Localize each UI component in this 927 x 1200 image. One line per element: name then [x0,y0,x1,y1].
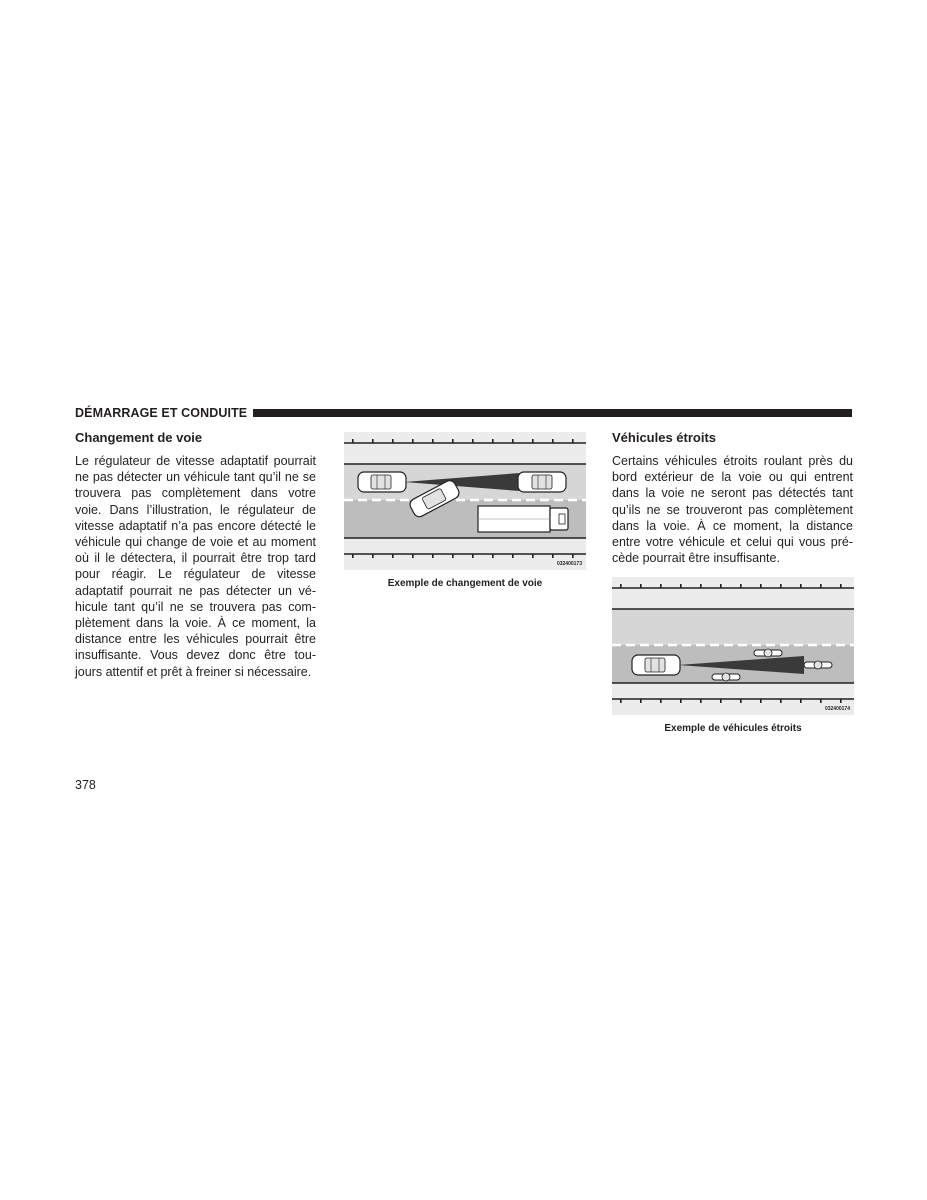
caption-lane-change: Exemple de changement de voie [387,578,543,589]
figure-code: 032400174 [824,706,850,712]
motorcycle-icon [804,661,832,669]
figure-code: 032400173 [556,561,582,567]
narrow-vehicles-illustration [612,577,854,715]
car-icon [358,472,406,492]
car-icon [518,472,566,492]
motorcycle-icon [712,673,740,681]
paragraph-lane-change: Le régulateur de vitesse adaptatif pourrait ne pas détecter un véhicule tant qu’il ne se trouvera pas complètement dans votre voie. Dans l’illustration, le régulateur de vitesse adaptatif n’a pas encore détecté le véhicule qui change de voie et au moment où il le détectera, il pourrait être trop tard pour réagir. Le régulateur de vitesse adaptatif pourrait ne pas détecter un vé-hicule tant qu’il ne se trouvera pas com-plètement dans la voie. À ce moment, la distance entre les véhicules pourrait être insuffisante. Vous devez donc être tou-jours attentif et prêt à freiner si nécessaire. [75,454,316,679]
motorcycle-icon [754,649,782,657]
heading-lane-change: Changement de voie [75,430,203,445]
left-column [75,430,316,680]
car-icon [632,655,680,675]
paragraph-narrow-vehicles: Certains véhicules étroits roulant près du bord extérieur de la voie ou qui entrent dans la voie ne seront pas détectés tant qu’ils ne se trouveront pas complètement dans la voie. À ce moment, la distance entre votre véhicule et celui qui vous pré-cède pourrait être insuffisante. [612,454,853,566]
section-title: DÉMARRAGE ET CONDUITE [75,406,248,420]
section-bar [253,409,852,417]
heading-narrow-vehicles: Véhicules étroits [612,430,717,445]
section-header [75,406,852,420]
truck-icon [478,506,568,532]
right-column [612,430,853,566]
page-number: 378 [75,778,96,792]
caption-narrow-vehicles: Exemple de véhicules étroits [664,723,802,734]
lane-change-illustration [344,432,586,570]
figure-narrow-vehicles [612,577,854,715]
figure-lane-change [344,432,586,570]
